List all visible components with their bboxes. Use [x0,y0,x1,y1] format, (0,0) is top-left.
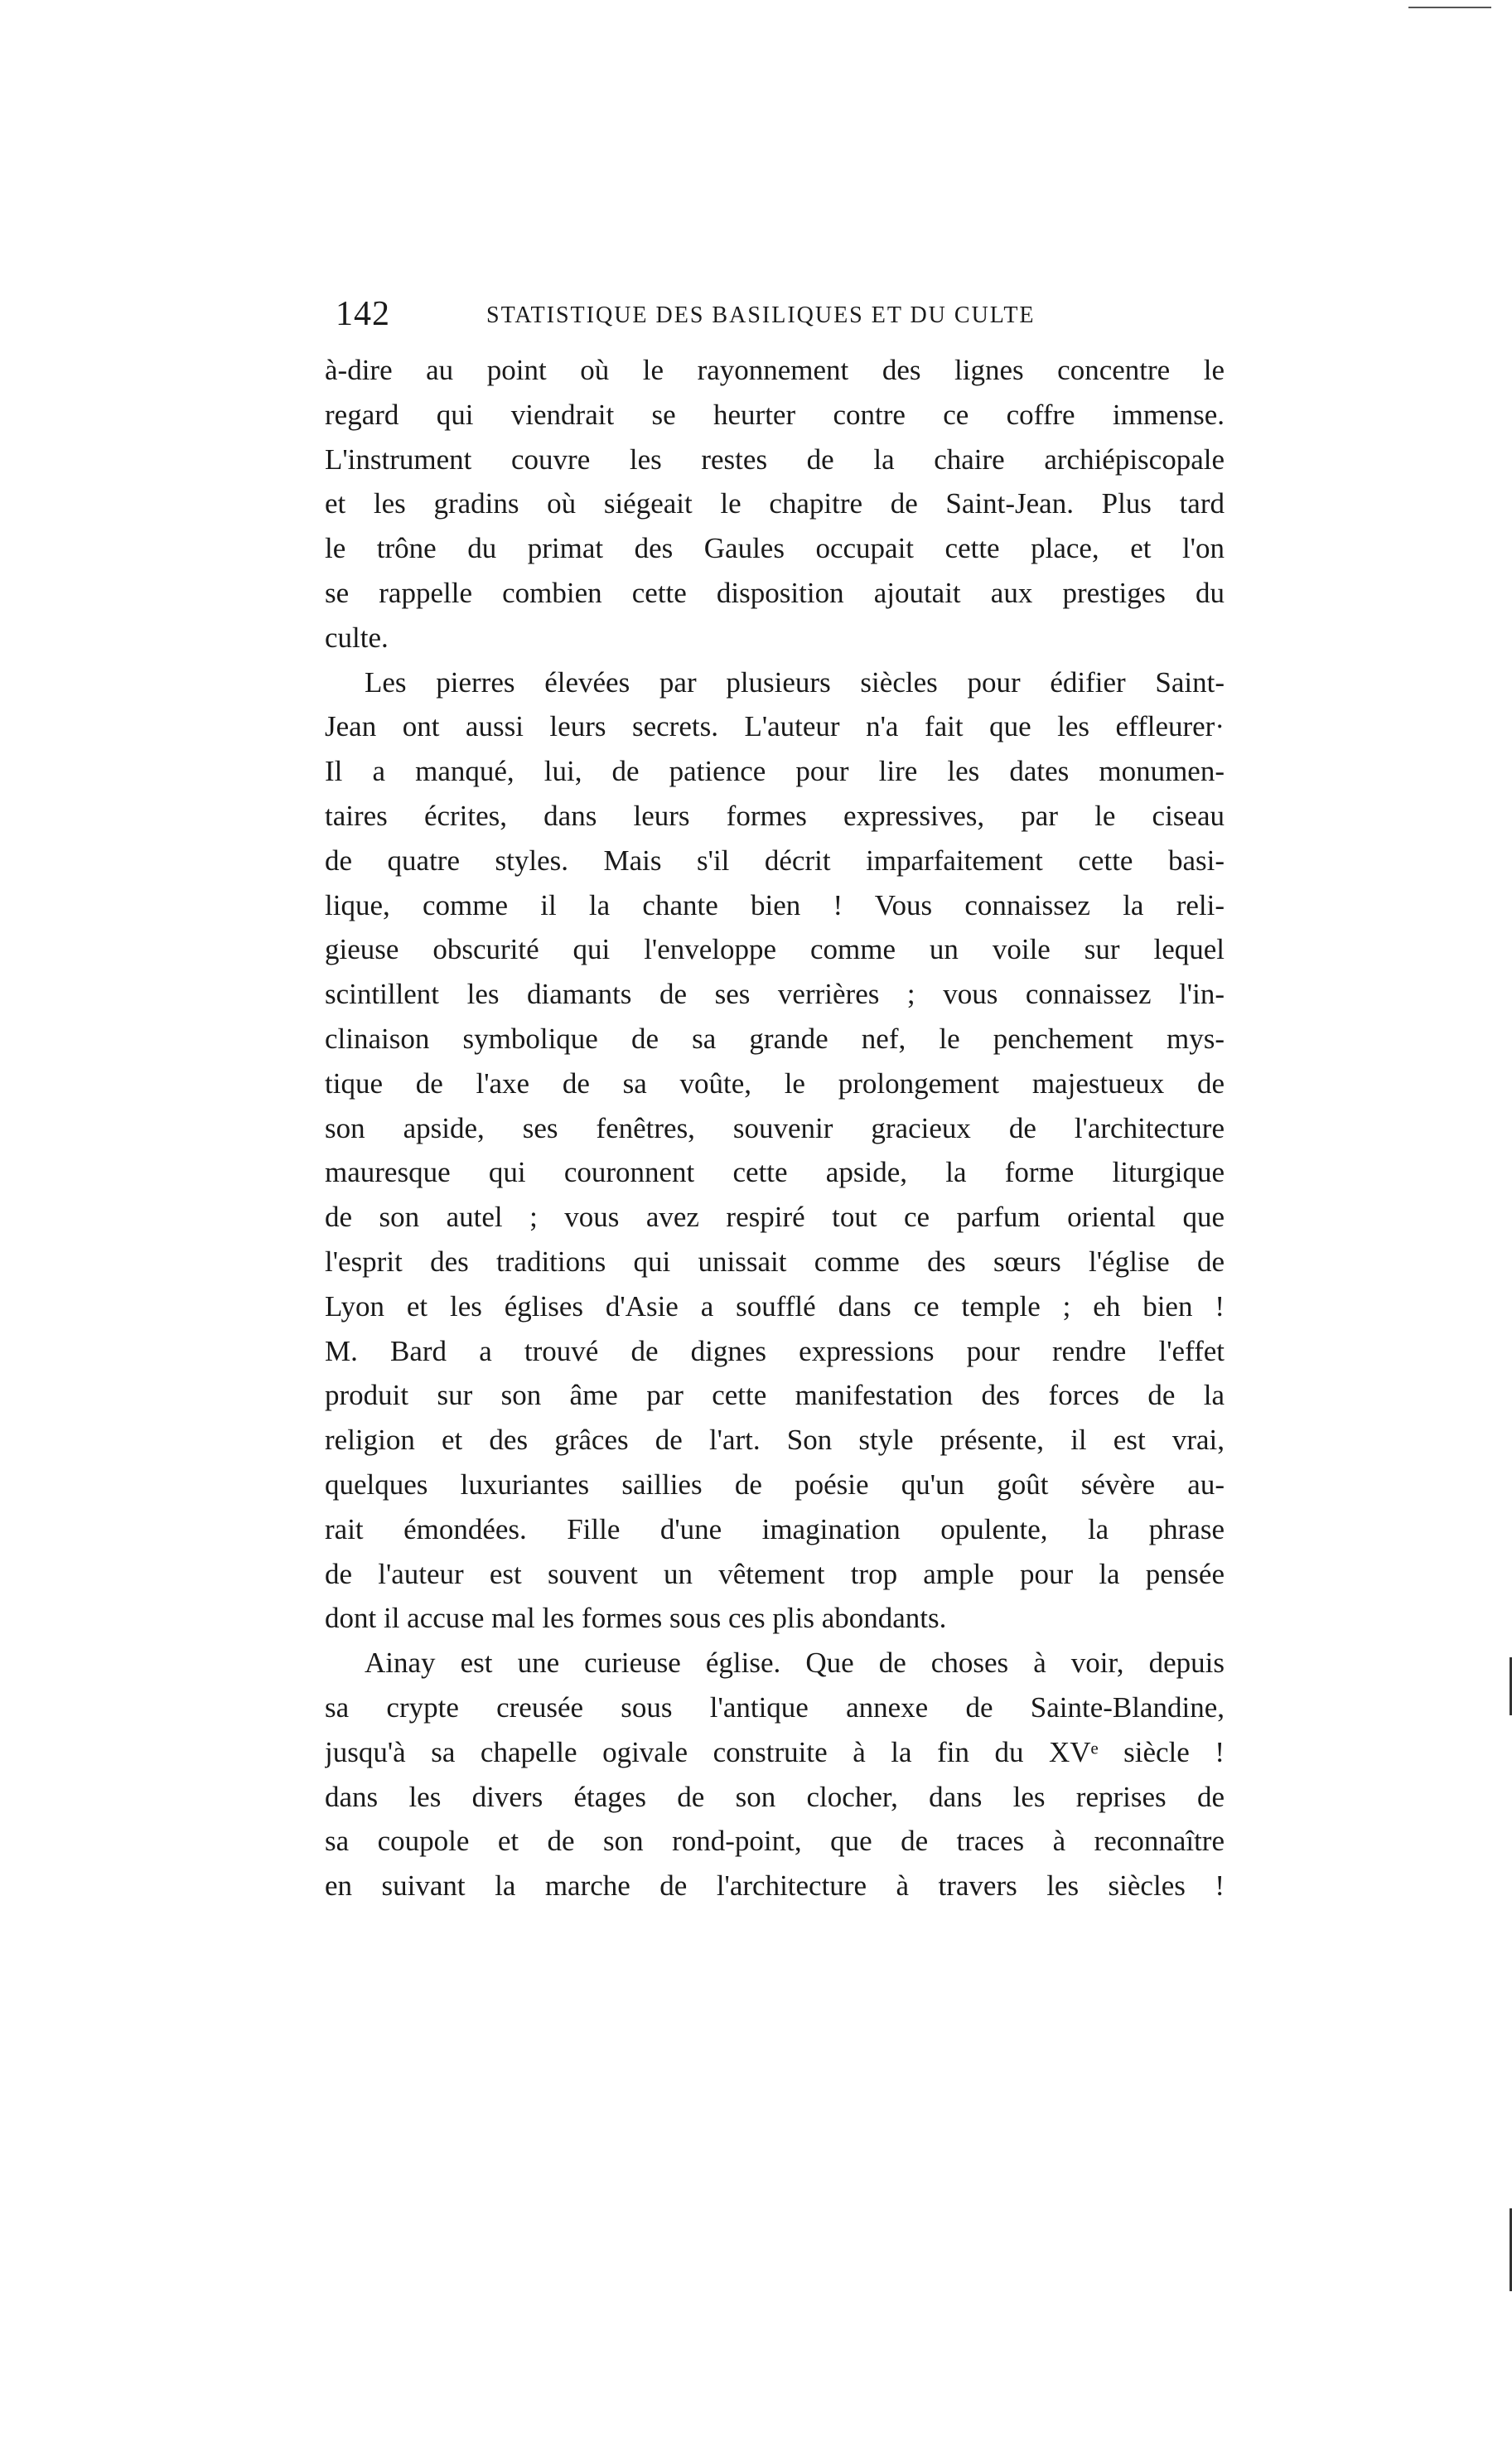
text-line: Lyon et les églises d'Asie a soufflé dans ce temple ; eh bien ! [325,1289,1225,1323]
text-line: taires écrites, dans leurs formes expressives, par le ciseau [325,799,1225,832]
text-line: de quatre styles. Mais s'il décrit imparfaitement cette basi- [325,844,1225,877]
text-line: culte. [325,621,389,654]
text-line: tique de l'axe de sa voûte, le prolongement majestueux de [325,1066,1225,1100]
text-line: L'instrument couvre les restes de la chaire archiépiscopale [325,442,1225,476]
text-line: lique, comme il la chante bien ! Vous connaissez la reli- [325,888,1225,921]
text-line: jusqu'à sa chapelle ogivale construite à la fin du XVᵉ siècle ! [325,1735,1225,1768]
text-line: dans les divers étages de son clocher, dans les reprises de [325,1780,1225,1813]
text-line: gieuse obscurité qui l'enveloppe comme un voile sur lequel [325,933,1225,966]
text-line: Jean ont aussi leurs secrets. L'auteur n'a fait que les effleurer· [325,710,1225,743]
text-line: regard qui viendrait se heurter contre ce coffre immense. [325,398,1225,431]
body-text [325,348,1225,1908]
text-line: se rappelle combien cette disposition ajoutait aux prestiges du [325,576,1225,609]
text-line: rait émondées. Fille d'une imagination opulente, la phrase [325,1512,1225,1545]
paragraph-start-line: Les pierres élevées par plusieurs siècles pour édifier Saint- [365,665,1225,699]
page-number: 142 [336,295,390,333]
text-line: M. Bard a trouvé de dignes expressions pour rendre l'effet [325,1334,1225,1367]
top-edge-rule [1408,7,1491,8]
text-line: de son autel ; vous avez respiré tout ce parfum oriental que [325,1201,1225,1234]
text-line: religion et des grâces de l'art. Son style présente, il est vrai, [325,1424,1225,1457]
text-line: Il a manqué, lui, de patience pour lire les dates monumen- [325,755,1225,788]
text-line: à-dire au point où le rayonnement des lignes concentre le [325,354,1225,386]
text-line: clinaison symbolique de sa grande nef, le penchement mys- [325,1022,1225,1055]
text-line: sa coupole et de son rond-point, que de traces à reconnaître [325,1825,1225,1858]
text-line: scintillent les diamants de ses verrières ; vous connaissez l'in- [325,978,1225,1011]
running-head: STATISTIQUE DES BASILIQUES ET DU CULTE [486,302,1036,328]
text-line: et les gradins où siégeait le chapitre de Saint-Jean. Plus tard [325,487,1225,520]
text-line: sa crypte creusée sous l'antique annexe de Sainte-Blandine, [325,1690,1225,1724]
text-line: de l'auteur est souvent un vêtement trop ample pour la pensée [325,1557,1225,1590]
text-line: quelques luxuriantes saillies de poésie qu'un goût sévère au- [325,1468,1225,1501]
text-line: son apside, ses fenêtres, souvenir gracieux de l'architecture [325,1111,1225,1144]
text-line: l'esprit des traditions qui unissait comme des sœurs l'église de [325,1245,1225,1278]
text-line: en suivant la marche de l'architecture à travers les siècles ! [325,1869,1225,1903]
page-header [336,294,1230,344]
text-line: produit sur son âme par cette manifestation des forces de la [325,1379,1225,1412]
paragraph-start-line: Ainay est une curieuse église. Que de choses à voir, depuis [365,1647,1225,1680]
text-line: dont il accuse mal les formes sous ces plis abondants. [325,1602,947,1635]
text-line: mauresque qui couronnent cette apside, la forme liturgique [325,1156,1225,1189]
text-line: le trône du primat des Gaules occupait cette place, et l'on [325,532,1225,565]
